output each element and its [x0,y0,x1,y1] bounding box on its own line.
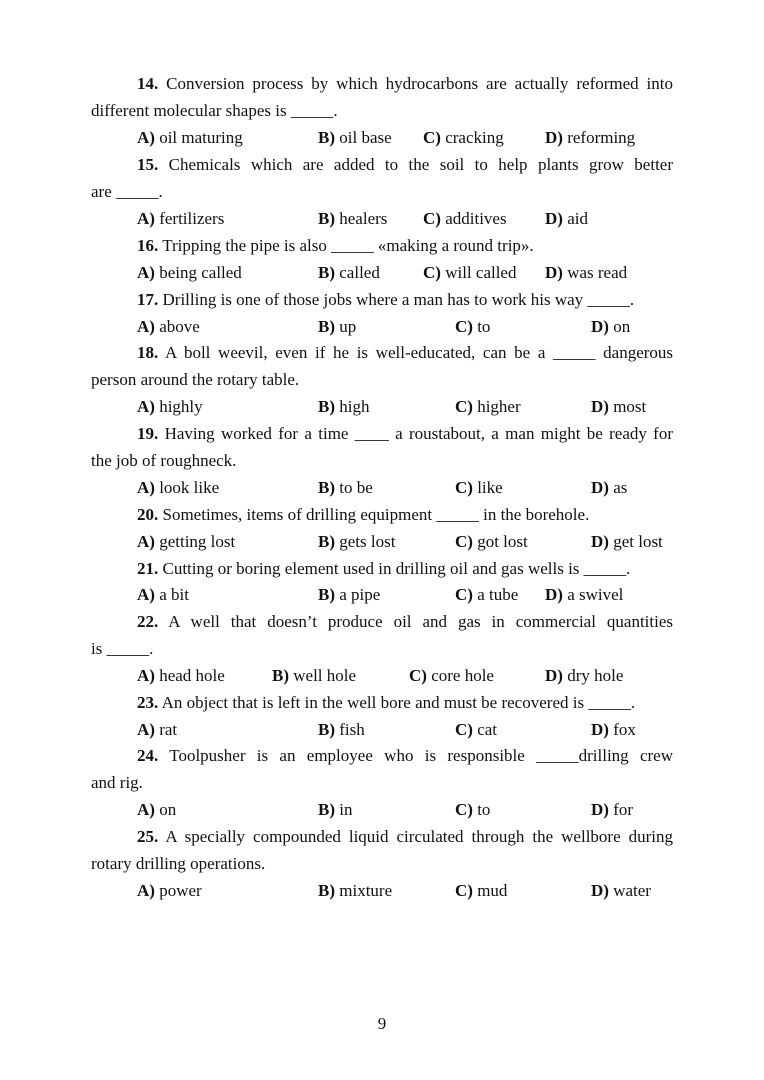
question-text: Sometimes, items of drilling equipment _____ in the borehole. [162,505,590,524]
question-text: Having worked for a time ____ a roustabout, a man might be ready for [164,424,674,443]
option-c: C) to [455,317,491,336]
options-25 [0,877,764,904]
question-text-continued: and rig. [91,773,143,792]
options-17 [0,313,764,340]
question-number: 21. [137,559,159,578]
option-c: C) cat [455,720,498,739]
question-number: 24. [137,746,159,765]
options-19 [0,474,764,501]
option-d: D) aid [545,209,588,228]
option-a: A) power [137,881,202,900]
option-d: D) fox [591,720,636,739]
option-a: A) rat [137,720,178,739]
question-text-continued: person around the rotary table. [91,370,300,389]
option-b: B) to be [318,478,373,497]
option-b: B) well hole [272,666,357,685]
option-c: C) core hole [409,666,494,685]
option-a: A) a bit [137,585,189,604]
option-b: B) up [318,317,357,336]
options-14 [0,124,764,151]
option-c: C) additives [423,209,507,228]
question-text-continued: rotary drilling operations. [91,854,266,873]
question-text: Conversion process by which hydrocarbons are actually reformed into [166,74,673,93]
option-d: D) for [591,800,634,819]
options-21 [0,581,764,608]
question-text-continued: different molecular shapes is _____. [91,101,338,120]
option-a: A) above [137,317,200,336]
question-text: Toolpusher is an employee who is responsible _____drilling crew [169,746,673,765]
option-c: C) cracking [423,128,504,147]
question-number: 17. [137,290,159,309]
option-a: A) on [137,800,177,819]
question-text: Tripping the pipe is also _____ «making a round trip». [162,236,534,255]
option-b: B) high [318,397,370,416]
page-number: 9 [377,1014,387,1033]
option-a: A) oil maturing [137,128,243,147]
question-number: 16. [137,236,159,255]
option-b: B) mixture [318,881,393,900]
question-text-continued: the job of roughneck. [91,451,237,470]
option-b: B) in [318,800,353,819]
options-20 [0,528,764,555]
question-15 [91,151,673,205]
option-b: B) healers [318,209,388,228]
question-text: An object that is left in the well bore and must be recovered is _____. [161,693,636,712]
question-23 [91,689,673,716]
option-d: D) on [591,317,631,336]
options-22 [0,662,764,689]
question-number: 23. [137,693,159,712]
option-a: A) fertilizers [137,209,225,228]
option-d: D) dry hole [545,666,624,685]
option-a: A) getting lost [137,532,236,551]
option-d: D) as [591,478,628,497]
question-number: 20. [137,505,159,524]
option-d: D) most [591,397,647,416]
question-21 [91,555,673,582]
question-number: 14. [137,74,159,93]
question-16 [91,232,673,259]
option-d: D) get lost [591,532,663,551]
option-b: B) a pipe [318,585,381,604]
option-c: C) to [455,800,491,819]
question-text: A well that doesn’t produce oil and gas in commercial quantities [168,612,673,631]
option-a: A) being called [137,263,242,282]
question-text: Drilling is one of those jobs where a man has to work his way _____. [162,290,635,309]
question-25 [91,823,673,877]
option-a: A) highly [137,397,203,416]
option-c: C) higher [455,397,521,416]
question-22 [91,608,673,662]
option-b: B) oil base [318,128,392,147]
option-d: D) was read [545,263,628,282]
question-text: A boll weevil, even if he is well-educated, can be a _____ dangerous [164,343,674,362]
option-b: B) fish [318,720,365,739]
question-24 [91,742,673,796]
options-23 [0,716,764,743]
options-15 [0,205,764,232]
question-number: 25. [137,827,159,846]
question-text: A specially compounded liquid circulated through the wellbore during [165,827,673,846]
option-d: D) a swivel [545,585,624,604]
option-b: B) called [318,263,380,282]
option-c: C) got lost [455,532,528,551]
option-d: D) water [591,881,651,900]
question-number: 19. [137,424,159,443]
question-text: Cutting or boring element used in drilling oil and gas wells is _____. [162,559,631,578]
question-text-continued: are _____. [91,182,163,201]
question-number: 22. [137,612,159,631]
options-24 [0,796,764,823]
option-d: D) reforming [545,128,636,147]
option-a: A) head hole [137,666,225,685]
option-c: C) mud [455,881,508,900]
option-c: C) will called [423,263,517,282]
question-17 [91,286,673,313]
question-19 [91,420,673,474]
question-20 [91,501,673,528]
options-18 [0,393,764,420]
question-text-continued: is _____. [91,639,154,658]
question-14 [91,70,673,124]
question-text: Chemicals which are added to the soil to help plants grow better [168,155,674,174]
question-number: 15. [137,155,159,174]
question-number: 18. [137,343,159,362]
option-c: C) a tube [455,585,519,604]
question-18 [91,339,673,393]
options-16 [0,259,764,286]
option-b: B) gets lost [318,532,396,551]
option-a: A) look like [137,478,220,497]
option-c: C) like [455,478,503,497]
